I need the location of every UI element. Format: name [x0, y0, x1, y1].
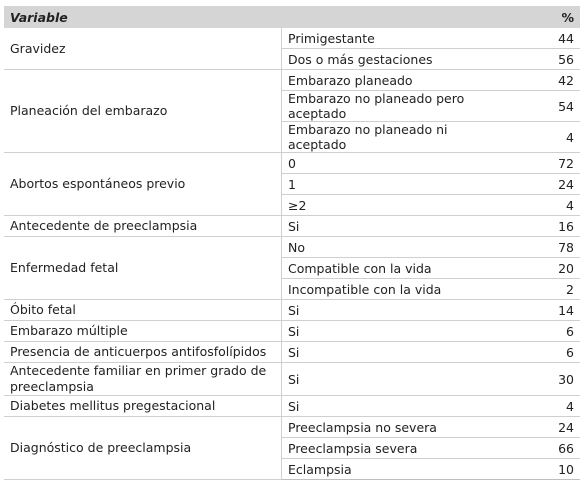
percent-value: 20 — [512, 258, 580, 279]
variable-name: Antecedente de preeclampsia — [4, 216, 282, 237]
percent-value: 4 — [512, 396, 580, 417]
category-label: Compatible con la vida — [282, 258, 513, 279]
percent-value: 24 — [512, 174, 580, 195]
percent-value: 2 — [512, 279, 580, 300]
data-table — [4, 6, 580, 480]
percent-value: 44 — [512, 28, 580, 49]
variable-name: Embarazo múltiple — [4, 321, 282, 342]
percent-value: 24 — [512, 417, 580, 438]
variable-name: Presencia de anticuerpos antifosfolípidos — [4, 342, 282, 363]
table-row — [4, 342, 580, 363]
category-label: Si — [282, 216, 513, 237]
variable-name: Enfermedad fetal — [4, 237, 282, 300]
table-body — [4, 28, 580, 480]
percent-value: 78 — [512, 237, 580, 258]
percent-value: 6 — [512, 342, 580, 363]
category-label: No — [282, 237, 513, 258]
variable-name: Diabetes mellitus pregestacional — [4, 396, 282, 417]
variable-name: Óbito fetal — [4, 300, 282, 321]
table-row — [4, 237, 580, 258]
table-row — [4, 396, 580, 417]
category-label: Si — [282, 321, 513, 342]
percent-value: 14 — [512, 300, 580, 321]
percent-value: 10 — [512, 459, 580, 480]
category-label: 1 — [282, 174, 513, 195]
percent-value: 30 — [512, 363, 580, 396]
category-label: Si — [282, 363, 513, 396]
category-label: 0 — [282, 153, 513, 174]
percent-value: 54 — [512, 91, 580, 122]
percent-value: 4 — [512, 122, 580, 153]
variable-name: Planeación del embarazo — [4, 70, 282, 153]
category-label: Si — [282, 342, 513, 363]
table-header-row — [4, 6, 580, 28]
percent-value: 42 — [512, 70, 580, 91]
category-label: Si — [282, 300, 513, 321]
percent-value: 72 — [512, 153, 580, 174]
percent-value: 56 — [512, 49, 580, 70]
percent-value: 66 — [512, 438, 580, 459]
header-percent: % — [512, 6, 580, 28]
category-label: Primigestante — [282, 28, 513, 49]
table-row — [4, 321, 580, 342]
category-label: Embarazo planeado — [282, 70, 513, 91]
category-label: Dos o más gestaciones — [282, 49, 513, 70]
header-variable: Variable — [4, 6, 512, 28]
table-row — [4, 70, 580, 91]
category-label: Preeclampsia no severa — [282, 417, 513, 438]
table-row — [4, 216, 580, 237]
percent-value: 6 — [512, 321, 580, 342]
table-row — [4, 28, 580, 49]
variable-name: Diagnóstico de preeclampsia — [4, 417, 282, 480]
table-row — [4, 363, 580, 396]
category-label: ≥2 — [282, 195, 513, 216]
variable-name: Antecedente familiar en primer grado de preeclampsia — [4, 363, 282, 396]
category-label: Incompatible con la vida — [282, 279, 513, 300]
category-label: Embarazo no planeado ni aceptado — [282, 122, 513, 153]
category-label: Eclampsia — [282, 459, 513, 480]
category-label: Embarazo no planeado pero aceptado — [282, 91, 513, 122]
category-label: Si — [282, 396, 513, 417]
percent-value: 4 — [512, 195, 580, 216]
variable-name: Gravidez — [4, 28, 282, 70]
percent-value: 16 — [512, 216, 580, 237]
category-label: Preeclampsia severa — [282, 438, 513, 459]
variable-name: Abortos espontáneos previo — [4, 153, 282, 216]
table-row — [4, 300, 580, 321]
table-row — [4, 153, 580, 174]
table-row — [4, 417, 580, 438]
